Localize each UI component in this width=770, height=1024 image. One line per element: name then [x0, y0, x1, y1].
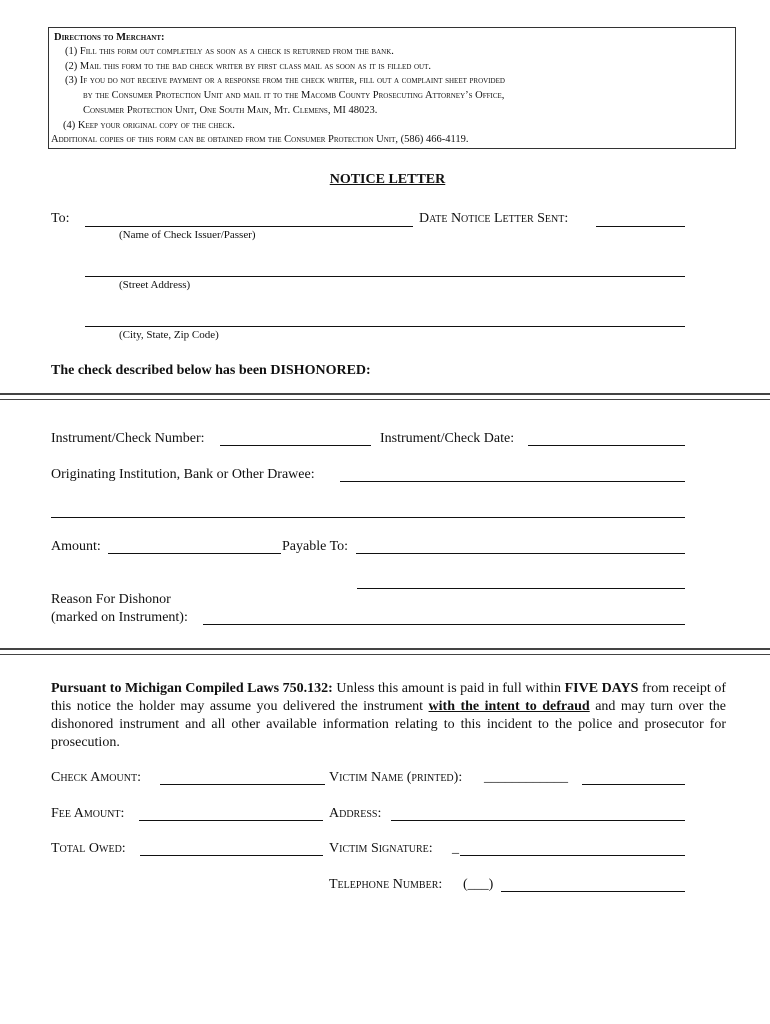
page-title: NOTICE LETTER	[329, 172, 446, 187]
total-owed-label: Total Owed:	[51, 841, 126, 856]
direction-item-3-cont-2: Consumer Protection Unit, One South Main, Mt. Clemens, MI 48023.	[83, 105, 378, 116]
city-field[interactable]	[85, 310, 685, 327]
direction-item-1: (1) Fill this form out completely as soon as a check is returned from the bank.	[65, 46, 394, 57]
divider-bottom	[0, 648, 770, 655]
payable-field-2[interactable]	[357, 572, 685, 589]
to-label: To:	[51, 211, 70, 226]
date-sent-label: Date Notice Letter Sent:	[419, 211, 569, 226]
name-field[interactable]	[85, 210, 413, 227]
check-amount-field[interactable]	[160, 768, 325, 785]
direction-item-3: (3) If you do not receive payment or a response from the check writer, fill out a complaint sheet provided	[65, 75, 505, 86]
date-sent-field[interactable]	[596, 210, 685, 227]
warning-text-1: Unless this amount is paid in full within	[332, 681, 565, 696]
total-owed-field[interactable]	[140, 839, 323, 856]
victim-signature-field[interactable]	[460, 839, 685, 856]
directions-heading: Directions to Merchant:	[54, 32, 165, 43]
payable-label: Payable To:	[282, 539, 349, 554]
victim-signature-blank: _	[452, 841, 459, 856]
amount-label: Amount:	[51, 539, 101, 554]
warning-text-3: and may turn over the dishonored instrument and all other available information relating to this incident to the police and prosecutor for prosecution.	[51, 699, 726, 750]
telephone-label: Telephone Number:	[329, 877, 443, 892]
divider-top	[0, 393, 770, 400]
warning-paragraph	[51, 680, 726, 752]
direction-item-4: (4) Keep your original copy of the check.	[63, 120, 235, 131]
reason-label-line2: (marked on Instrument):	[51, 610, 188, 625]
warning-text-2: from receipt of this notice the holder may assume you delivered the instrument	[51, 681, 726, 714]
check-number-label: Instrument/Check Number:	[51, 431, 205, 446]
dishonored-heading: The check described below has been DISHONORED:	[51, 363, 371, 378]
payable-field[interactable]	[356, 537, 685, 554]
direction-item-3-cont-1: by the Consumer Protection Unit and mail it to the Macomb County Prosecuting Attorney’s Office,	[83, 90, 505, 101]
direction-item-2: (2) Mail this form to the bad check writer by first class mail as soon as it is filled out.	[65, 61, 432, 72]
victim-name-blank: ____________	[484, 770, 568, 785]
victim-signature-label: Victim Signature:	[329, 841, 433, 856]
institution-field-2[interactable]	[51, 501, 685, 518]
name-caption: (Name of Check Issuer/Passer)	[119, 229, 256, 241]
intent-to-defraud: with the intent to defraud	[428, 699, 590, 714]
fee-amount-field[interactable]	[139, 804, 323, 821]
check-date-field[interactable]	[528, 429, 685, 446]
reason-field[interactable]	[203, 608, 685, 625]
directions-footer: Additional copies of this form can be obtained from the Consumer Protection Unit, (586) 466-4119.	[51, 134, 469, 145]
city-caption: (City, State, Zip Code)	[119, 329, 219, 341]
check-number-field[interactable]	[220, 429, 371, 446]
institution-label: Originating Institution, Bank or Other Drawee:	[51, 467, 315, 482]
telephone-field[interactable]	[501, 875, 685, 892]
address-label: Address:	[329, 806, 382, 821]
law-citation: Pursuant to Michigan Compiled Laws 750.132:	[51, 681, 333, 696]
institution-field[interactable]	[340, 465, 685, 482]
street-field[interactable]	[85, 260, 685, 277]
amount-field[interactable]	[108, 537, 281, 554]
victim-name-field[interactable]	[582, 768, 685, 785]
five-days: FIVE DAYS	[564, 681, 639, 696]
fee-amount-label: Fee Amount:	[51, 806, 125, 821]
reason-label-line1: Reason For Dishonor	[51, 592, 171, 607]
area-code-field[interactable]: (___)	[463, 877, 494, 892]
address-field[interactable]	[391, 804, 685, 821]
directions-box	[48, 27, 736, 149]
check-amount-label: Check Amount:	[51, 770, 141, 785]
check-date-label: Instrument/Check Date:	[380, 431, 515, 446]
street-caption: (Street Address)	[119, 279, 191, 291]
victim-name-label: Victim Name (printed):	[329, 770, 463, 785]
